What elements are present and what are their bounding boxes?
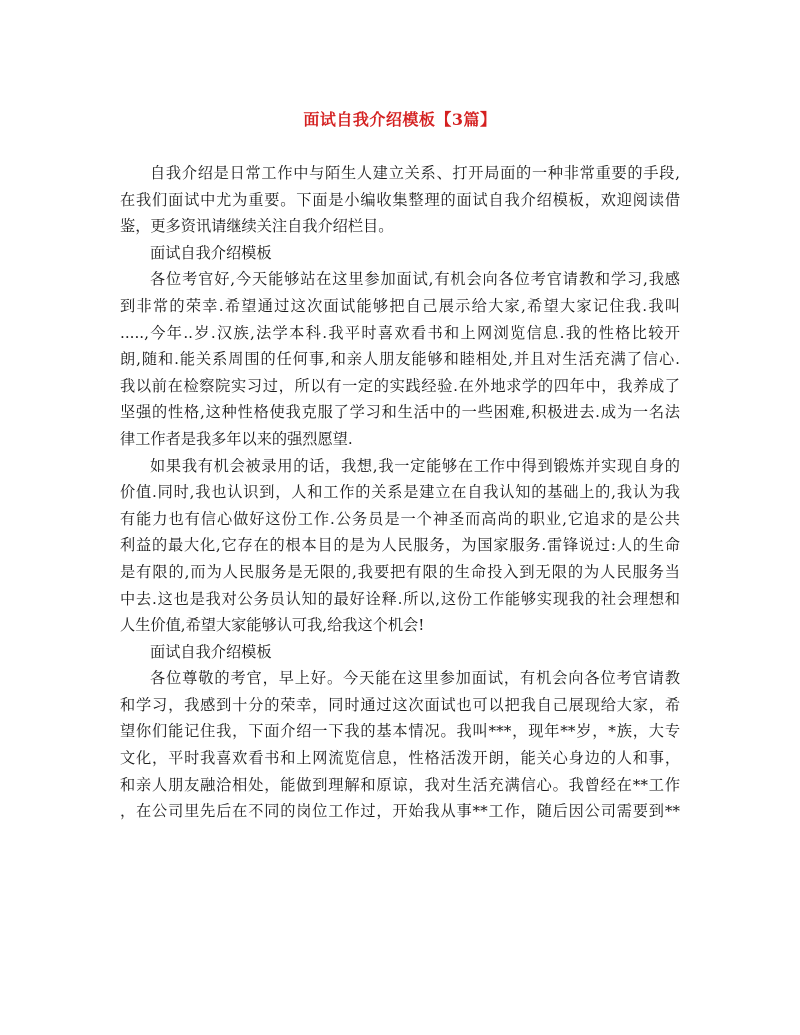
text-line: .....,今年..岁.汉族,法学本科.我平时喜欢看书和上网浏览信息.我的性格比较开 xyxy=(120,323,680,342)
text-line: 各位考官好,今天能够站在这里参加面试,有机会向各位考官请教和学习,我感 xyxy=(150,270,680,289)
text-line: 是有限的,而为人民服务是无限的,我要把有限的生命投入到无限的为人民服务当 xyxy=(120,562,680,581)
document-title: 面试自我介绍模板【3篇】 xyxy=(303,110,497,129)
text-line: 价值.同时,我也认识到，人和工作的关系是建立在自我认知的基础上的,我认为我 xyxy=(120,483,680,502)
text-line: 各位尊敬的考官，早上好。今天能在这里参加面试，有机会向各位考官请教 xyxy=(150,669,680,688)
document-body xyxy=(120,160,680,825)
text-line: 我以前在检察院实习过，所以有一定的实践经验.在外地求学的四年中，我养成了 xyxy=(120,376,680,395)
text-line: 到非常的荣幸.希望通过这次面试能够把自己展示给大家,希望大家记住我.我叫 xyxy=(120,296,680,315)
text-line: 望你们能记住我，下面介绍一下我的基本情况。我叫***，现年**岁，*族，大专 xyxy=(120,722,680,741)
text-line: 律工作者是我多年以来的强烈愿望. xyxy=(120,429,353,448)
text-line: 利益的最大化,它存在的根本目的是为人民服务，为国家服务.雷锋说过:人的生命 xyxy=(120,536,680,555)
text-line: 如果我有机会被录用的话，我想,我一定能够在工作中得到锻炼并实现自身的 xyxy=(150,456,680,475)
section-heading: 面试自我介绍模板 xyxy=(150,642,272,661)
text-line: 和学习，我感到十分的荣幸，同时通过这次面试也可以把我自己展现给大家，希 xyxy=(120,695,680,714)
text-line: 有能力也有信心做好这份工作.公务员是一个神圣而高尚的职业,它追求的是公共 xyxy=(120,509,680,528)
text-line: 和亲人朋友融洽相处，能做到理解和原谅，我对生活充满信心。我曾经在**工作 xyxy=(120,775,680,794)
text-line: 中去.这也是我对公务员认知的最好诠释.所以,这份工作能够实现我的社会理想和 xyxy=(120,589,680,608)
text-line: 文化，平时我喜欢看书和上网流览信息，性格活泼开朗，能关心身边的人和事， xyxy=(120,749,680,768)
text-line: 坚强的性格,这种性格使我克服了学习和生活中的一些困难,积极进去.成为一名法 xyxy=(120,403,680,422)
text-line: 人生价值,希望大家能够认可我,给我这个机会! xyxy=(120,616,425,635)
text-line: 鉴，更多资讯请继续关注自我介绍栏目。 xyxy=(120,217,394,236)
text-line: 在我们面试中尤为重要。下面是小编收集整理的面试自我介绍模板，欢迎阅读借 xyxy=(120,190,680,209)
text-line: 朗,随和.能关系周围的任何事,和亲人朋友能够和睦相处,并且对生活充满了信心. xyxy=(120,350,680,369)
text-line: ，在公司里先后在不同的岗位工作过，开始我从事**工作，随后因公司需要到** xyxy=(120,802,680,821)
text-line: 自我介绍是日常工作中与陌生人建立关系、打开局面的一种非常重要的手段, xyxy=(150,164,680,182)
section-heading: 面试自我介绍模板 xyxy=(150,243,272,262)
